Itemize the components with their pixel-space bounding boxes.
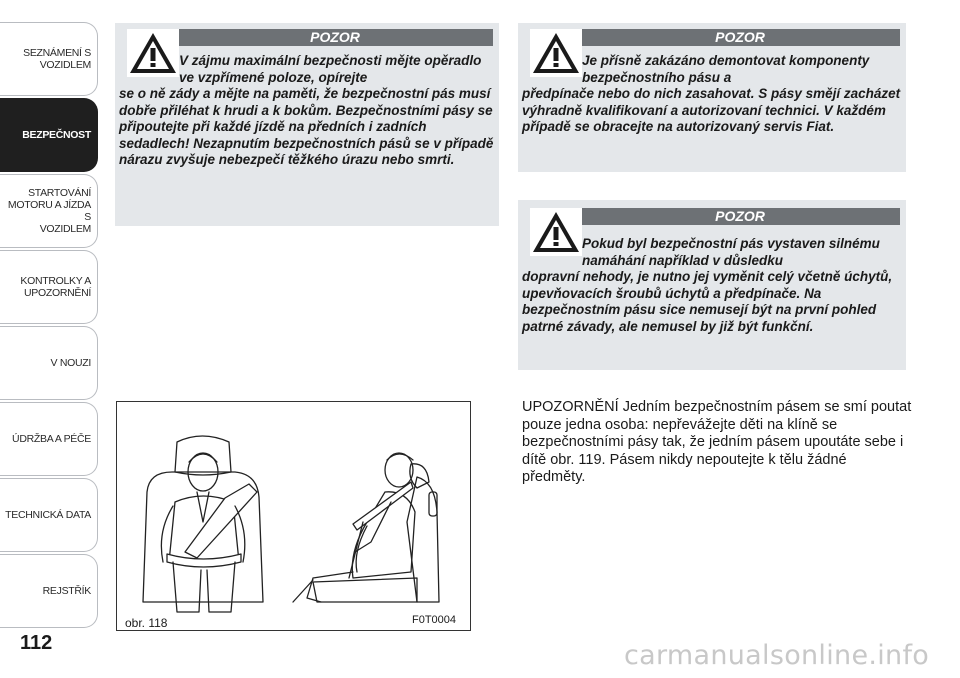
- tab-v-nouzi[interactable]: V NOUZI: [0, 326, 98, 400]
- warning-text-lead: Je přísně zakázáno demontovat komponenty bezpečnostního pásu a: [582, 53, 870, 85]
- warning-text-lead: V zájmu maximální bezpečnosti mějte opěradlo ve vzpřímené poloze, opírejte: [179, 53, 482, 85]
- figure-caption: obr. 118: [125, 616, 168, 630]
- tab-kontrolky[interactable]: KONTROLKY A UPOZORNĚNÍ: [0, 250, 98, 324]
- figure-seatbelt-illustration: [116, 401, 471, 631]
- warning-box-components: [518, 23, 906, 172]
- tab-rejstrik[interactable]: REJSTŘÍK: [0, 554, 98, 628]
- figure-code: F0T0004: [412, 614, 457, 626]
- tab-bezpecnost[interactable]: BEZPEČNOST: [0, 98, 98, 172]
- notice-paragraph: UPOZORNĚNÍ Jedním bezpečnostním pásem se smí poutat pouze jedna osoba: nepřevážejte děti na klíně se bezpečnostními pásy tak, že jedním pásem upoutáte sebe i dítě obr. 119. Pásem nikdy nepoutejte k tělu žádné předměty.: [522, 399, 912, 485]
- tab-udrzba[interactable]: ÚDRŽBA A PÉČE: [0, 402, 98, 476]
- warning-text: [522, 236, 902, 335]
- warning-text-body: dopravní nehody, je nutno jej vyměnit celý včetně úchytů, upevňovacích šroubů úchytů a předpínače. Na bezpečnostním pásu sice nemusejí být na první pohled patrné závady, ale nemusel by již být funkční.: [522, 269, 893, 334]
- warning-text: [522, 53, 902, 136]
- warning-header: POZOR: [177, 29, 493, 46]
- warning-box-replacement: [518, 200, 906, 370]
- warning-box-seat: [115, 23, 499, 226]
- warning-header: POZOR: [580, 208, 900, 225]
- tab-technicka-data[interactable]: TECHNICKÁ DATA: [0, 478, 98, 552]
- warning-text-body: se o ně zády a mějte na paměti, že bezpečnostní pás musí dobře přiléhat k hrudi a k bokům. Bezpečnostními pásy se připoutejte při každé jízdě na předních i zadních sedadlech! Nezapnutím bezpečnostních pásů se v případě nárazu zvyšuje nebezpečí těžkého úrazu nebo smrti.: [119, 86, 494, 167]
- warning-text-lead: Pokud byl bezpečnostní pás vystaven silnému namáhání například v důsledku: [582, 236, 880, 268]
- warning-text-body: předpínače nebo do nich zasahovat. S pásy smějí zacházet výhradně kvalifikovaní a autorizovaní technici. V každém případě se obracejte na autorizovaný servis Fiat.: [522, 86, 901, 134]
- warning-header: POZOR: [580, 29, 900, 46]
- warning-text: [119, 53, 495, 169]
- watermark: carmanualsonline.info: [624, 640, 930, 671]
- tab-seznameni[interactable]: SEZNÁMENÍ S VOZIDLEM: [0, 22, 98, 96]
- page-number: 112: [20, 632, 53, 654]
- seatbelt-illustration: [117, 402, 470, 630]
- tab-startovani[interactable]: STARTOVÁNÍ MOTORU A JÍZDA S VOZIDLEM: [0, 174, 98, 248]
